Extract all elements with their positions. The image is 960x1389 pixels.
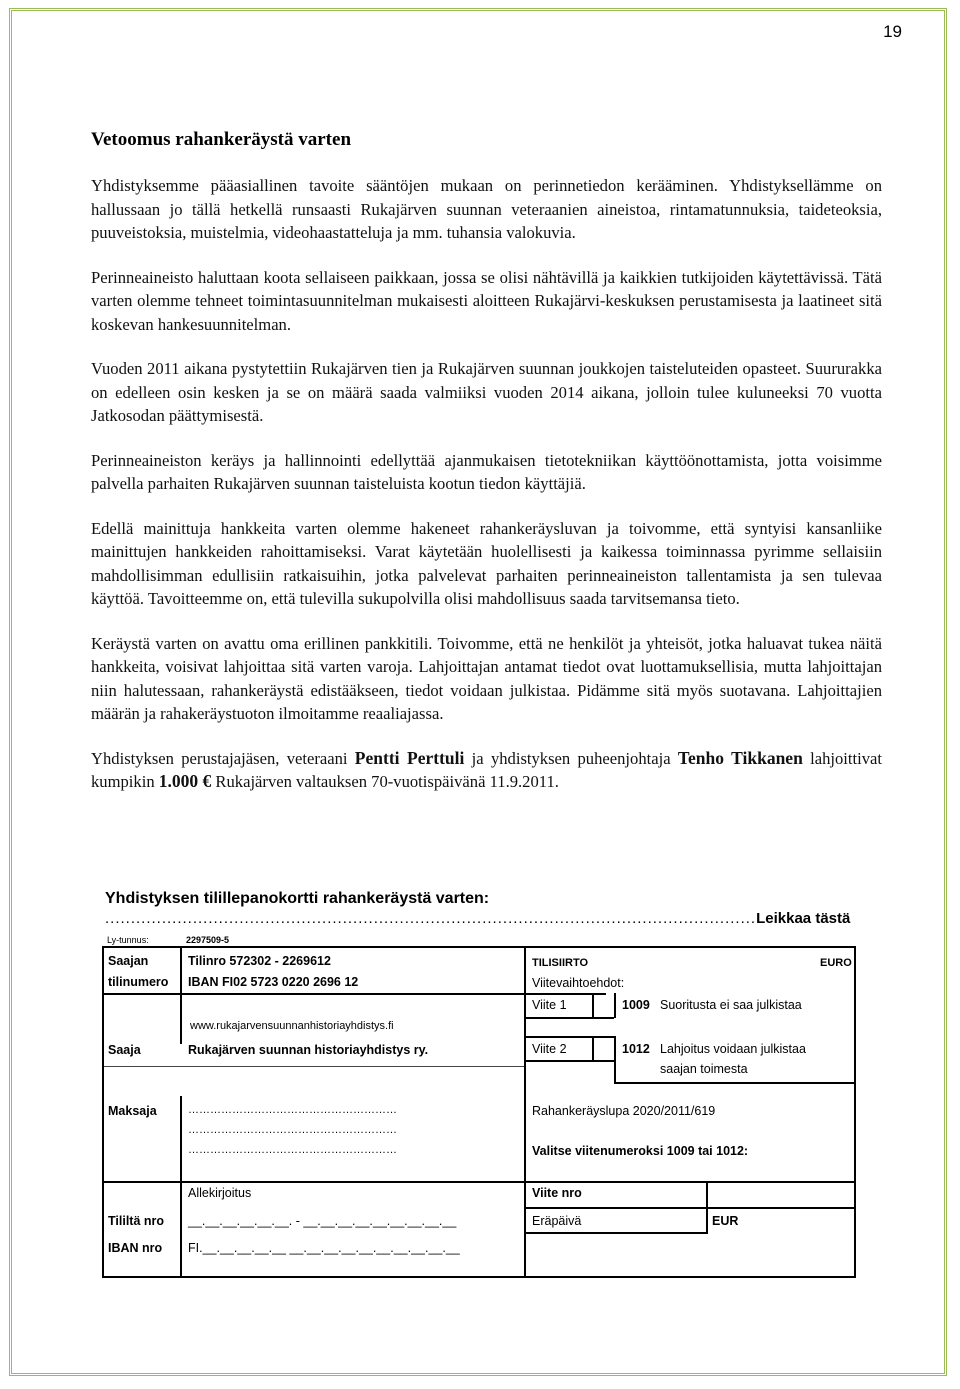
card-title: Yhdistyksen tilillepanokortti rahankeräystä varten: — [105, 890, 490, 907]
choose-reference-text: Valitse viitenumeroksi 1009 tai 1012: — [532, 1144, 749, 1158]
body-text — [91, 174, 882, 815]
eur-label: EUR — [712, 1214, 739, 1228]
paragraph-4: Perinneaineiston keräys ja hallinnointi edellyttää ajanmukaisen tietotekniikan käyttöönottamista, jotta voisimme palvella parhaiten Rukajärven suunnan taisteluista kootun tiedon käyttäjiä. — [91, 450, 882, 493]
viite2-text: Lahjoitus voidaan julkistaa — [660, 1042, 806, 1056]
ly-value: 2297509-5 — [186, 935, 230, 945]
cut-dots: .............................................................................................................................. — [105, 910, 757, 927]
tililta-label: Tililtä nro — [108, 1214, 165, 1228]
document-title: Vetoomus rahankeräystä varten — [91, 129, 352, 150]
p7-text-2: ja yhdistyksen puheenjohtaja — [464, 748, 678, 768]
viite2-number: 1012 — [622, 1042, 650, 1056]
due-date-label: Eräpäivä — [532, 1214, 582, 1228]
donor-name-2: Tenho Tikkanen — [677, 747, 803, 768]
viite-nro-label: Viite nro — [532, 1186, 582, 1200]
paragraph-2: Perinneaineisto haluttaan koota sellaiseen paikkaan, jossa se olisi nähtävillä ja kaikkien tutkijoiden käytettävissä. Tätä varten olemme tehneet toimintasuunnitelman mukaisesti aloitteen Rukajärvi-keskuksen perustamisesta ja laatineet sitä koskevan hankesuunnitelman. — [91, 267, 882, 334]
donation-amount: 1.000 € — [158, 771, 212, 791]
page-number: 19 — [883, 22, 902, 41]
paragraph-7 — [91, 747, 882, 794]
tilinumero-label: tilinumero — [108, 975, 169, 989]
donor-name-1: Pentti Perttuli — [354, 747, 465, 768]
paragraph-5: Edellä mainittuja hankkeita varten olemme hakeneet rahankeräysluvan ja toivomme, että syntyisi kansanliike mainittujen hankkeiden rahoittamiseksi. Varat käytetään huolellisesti ja kaikessa toiminnassa pyrimme sellaisiin mahdollisimman edullisiin ratkaisuihin, jotka palvelevat parhaiten perinneaineiston tallentamista ja sen tulevaa käyttöä. Tavoitteemme on, että tulevilla sukupolvilla olisi mahdollisuus saada tarvitsemansa tieto. — [91, 518, 882, 608]
payer-line-2[interactable]: ………………………………………………… — [188, 1124, 397, 1136]
p7-text-3: lahjoittivat kumpikin — [91, 748, 882, 791]
website-text: www.rukajarvensuunnanhistoriayhdistys.fi — [190, 1020, 394, 1032]
paragraph-6: Keräystä varten on avattu oma erillinen pankkitili. Toivomme, että ne henkilöt ja yhteisöt, jotka haluavat tukea näitä hankkeita, voisivat lahjoittaa sitä varten varoja. Lahjoittajan antamat tiedot ovat luottamuksellisia, mutta lahjoittajan niin halutessaan, rahankeräystä edistääkseen, tiedot voidaan julkistaa. Pidämme sitä myös suotavana. Lahjoittajien määrän ja rahakeräystuoton ilmoitamme reaaliajassa. — [91, 633, 882, 723]
p7-text-1: Yhdistyksen perustajajäsen, veteraani — [91, 748, 355, 768]
p7-text-4: Rukajärven valtauksen 70-vuotispäivänä 11.9.2011. — [211, 772, 559, 791]
paragraph-3: Vuoden 2011 aikana pystytettiin Rukajärven tien ja Rukajärven suunnan joukkojen taisteluteiden opasteet. Suururakka on edelleen osin kesken ja se on määrä saada valmiiksi vuoden 2014 aikana, jolloin tulee kuluneeksi 70 vuotta Jatkosodan päättymisestä. — [91, 359, 882, 425]
signature-label: Allekirjoitus — [188, 1186, 252, 1200]
viite2-label: Viite 2 — [532, 1042, 567, 1056]
ly-label: Ly-tunnus: — [107, 935, 149, 945]
paragraph-1: Yhdistyksemme pääasiallinen tavoite sääntöjen mukaan on perinnetiedon kerääminen. Yhdistyksellämme on hallussaan jo tällä hetkellä runsaasti Rukajärven suunnan veteraanien aineistoa, rintamatunnuksia, taideteoksia, puuveistoksia, muistelmia, videohaastatteluja ja mm. tuhansia valokuvia. — [91, 176, 882, 242]
tililta-blanks[interactable]: __.__.__.__.__.__. - __.__.__.__.__.__.__.__.__ — [188, 1214, 457, 1228]
viite1-label: Viite 1 — [532, 998, 567, 1012]
iban-value: IBAN FI02 5723 0220 2696 12 — [188, 975, 359, 989]
maksaja-label: Maksaja — [108, 1104, 157, 1118]
payer-line-1[interactable]: ………………………………………………… — [188, 1104, 397, 1116]
iban-nro-label: IBAN nro — [108, 1241, 163, 1255]
recipient-name: Rukajärven suunnan historiayhdistys ry. — [188, 1043, 429, 1057]
viite1-number: 1009 — [622, 998, 650, 1012]
payment-slip — [102, 946, 856, 1278]
iban-blanks[interactable]: FI.__.__.__.__.__ __.__.__.__.__.__.__.__.__.__ — [188, 1241, 460, 1255]
account-number: Tilinro 572302 - 2269612 — [188, 954, 331, 968]
saaja-label: Saaja — [108, 1043, 141, 1057]
permit-text: Rahankeräyslupa 2020/2011/619 — [532, 1104, 716, 1118]
tilisiirto-label: TILISIIRTO — [532, 957, 589, 969]
saajan-label: Saajan — [108, 954, 149, 968]
cut-label: Leikkaa tästä — [756, 910, 851, 927]
euro-label: EURO — [820, 957, 852, 969]
payer-line-3[interactable]: ………………………………………………… — [188, 1144, 397, 1156]
viite2-text-2: saajan toimesta — [660, 1062, 748, 1076]
viite1-text: Suoritusta ei saa julkistaa — [660, 998, 802, 1012]
cut-line — [105, 910, 851, 927]
viitevaihtoehdot-label: Viitevaihtoehdot: — [532, 976, 625, 990]
